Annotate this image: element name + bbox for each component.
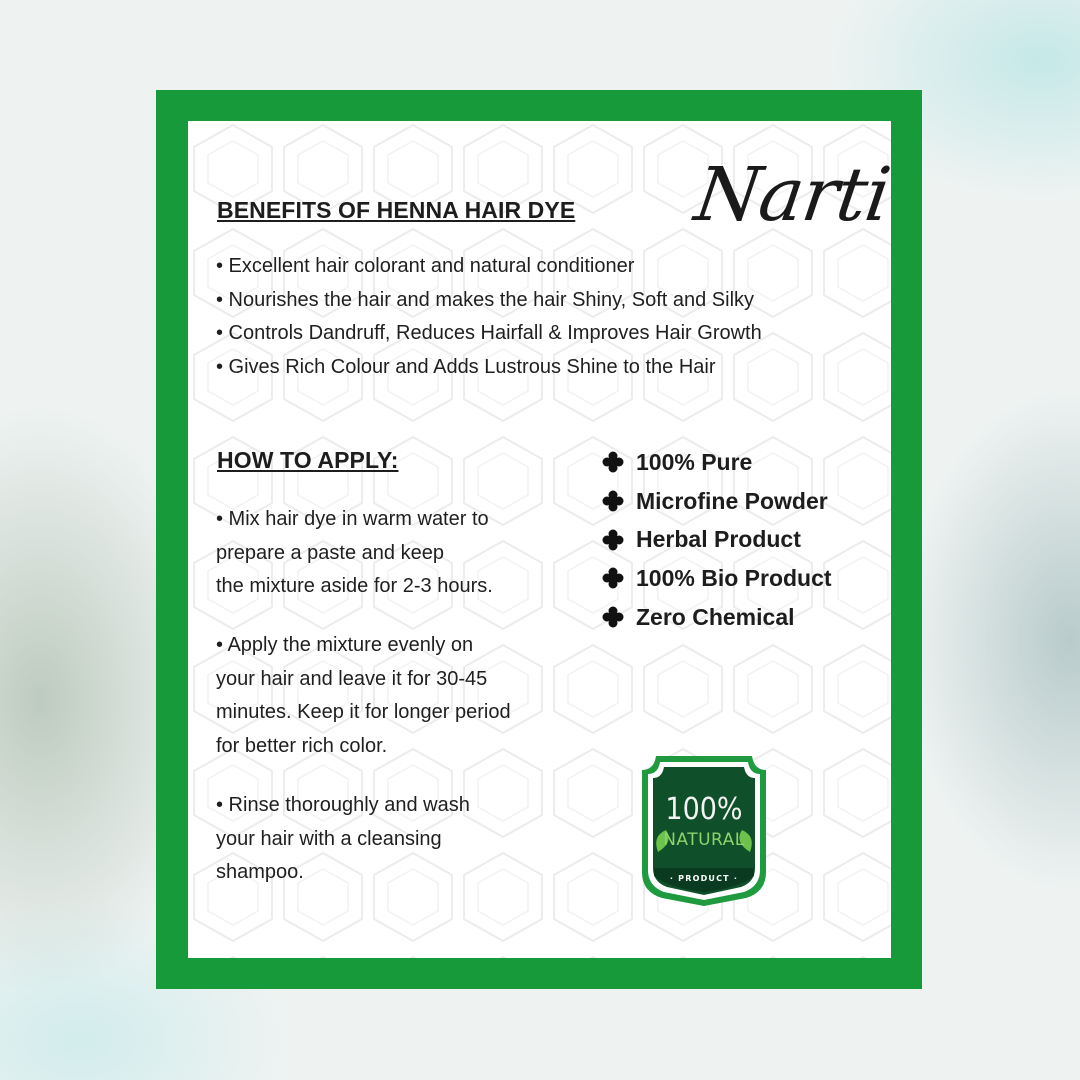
cross-bullet-icon <box>602 567 624 589</box>
apply-step-line: minutes. Keep it for longer period <box>216 701 511 723</box>
apply-step-1 <box>216 503 493 604</box>
features-list <box>602 443 832 636</box>
narti-logo: Narti <box>689 152 895 238</box>
feature-label: Microfine Powder <box>636 487 828 514</box>
feature-item <box>602 482 832 521</box>
apply-step-2 <box>216 629 511 763</box>
apply-step-line: • Mix hair dye in warm water to <box>216 508 489 530</box>
benefit-item: • Gives Rich Colour and Adds Lustrous Shine to the Hair <box>216 355 716 378</box>
apply-step-line: • Rinse thoroughly and wash <box>216 794 470 816</box>
natural-product-badge <box>634 752 774 908</box>
badge-percent-text: 100% <box>665 792 743 827</box>
feature-item <box>602 559 832 598</box>
apply-step-line: your hair with a cleansing <box>216 827 442 850</box>
benefits-heading: BENEFITS OF HENNA HAIR DYE <box>217 197 576 223</box>
feature-item <box>602 598 832 637</box>
cross-bullet-icon <box>602 490 624 512</box>
benefit-item: • Nourishes the hair and makes the hair Shiny, Soft and Silky <box>216 288 755 311</box>
apply-step-line: • Apply the mixture evenly on <box>216 634 474 656</box>
feature-label: Herbal Product <box>636 526 801 553</box>
apply-step-line: the mixture aside for 2-3 hours. <box>216 575 493 597</box>
how-to-apply-heading: HOW TO APPLY: <box>217 447 399 473</box>
apply-step-line: shampoo. <box>216 861 304 883</box>
apply-step-line: your hair and leave it for 30-45 <box>216 667 488 690</box>
feature-label: 100% Pure <box>636 448 753 475</box>
feature-label: Zero Chemical <box>636 603 795 630</box>
benefits-list <box>216 252 762 386</box>
apply-step-line: for better rich color. <box>216 734 388 757</box>
benefit-item: • Controls Dandruff, Reduces Hairfall & Improves Hair Growth <box>216 322 762 344</box>
benefit-item: • Excellent hair colorant and natural conditioner <box>216 255 635 277</box>
cross-bullet-icon <box>602 606 624 628</box>
cross-bullet-icon <box>602 529 624 551</box>
badge-natural-text: NATURAL <box>663 830 745 850</box>
feature-item <box>602 520 832 559</box>
cross-bullet-icon <box>602 451 624 473</box>
apply-step-line: prepare a paste and keep <box>216 541 444 564</box>
badge-product-text: · PRODUCT · <box>669 874 739 883</box>
feature-label: 100% Bio Product <box>636 564 832 591</box>
feature-item <box>602 443 832 482</box>
apply-step-3 <box>216 789 470 890</box>
